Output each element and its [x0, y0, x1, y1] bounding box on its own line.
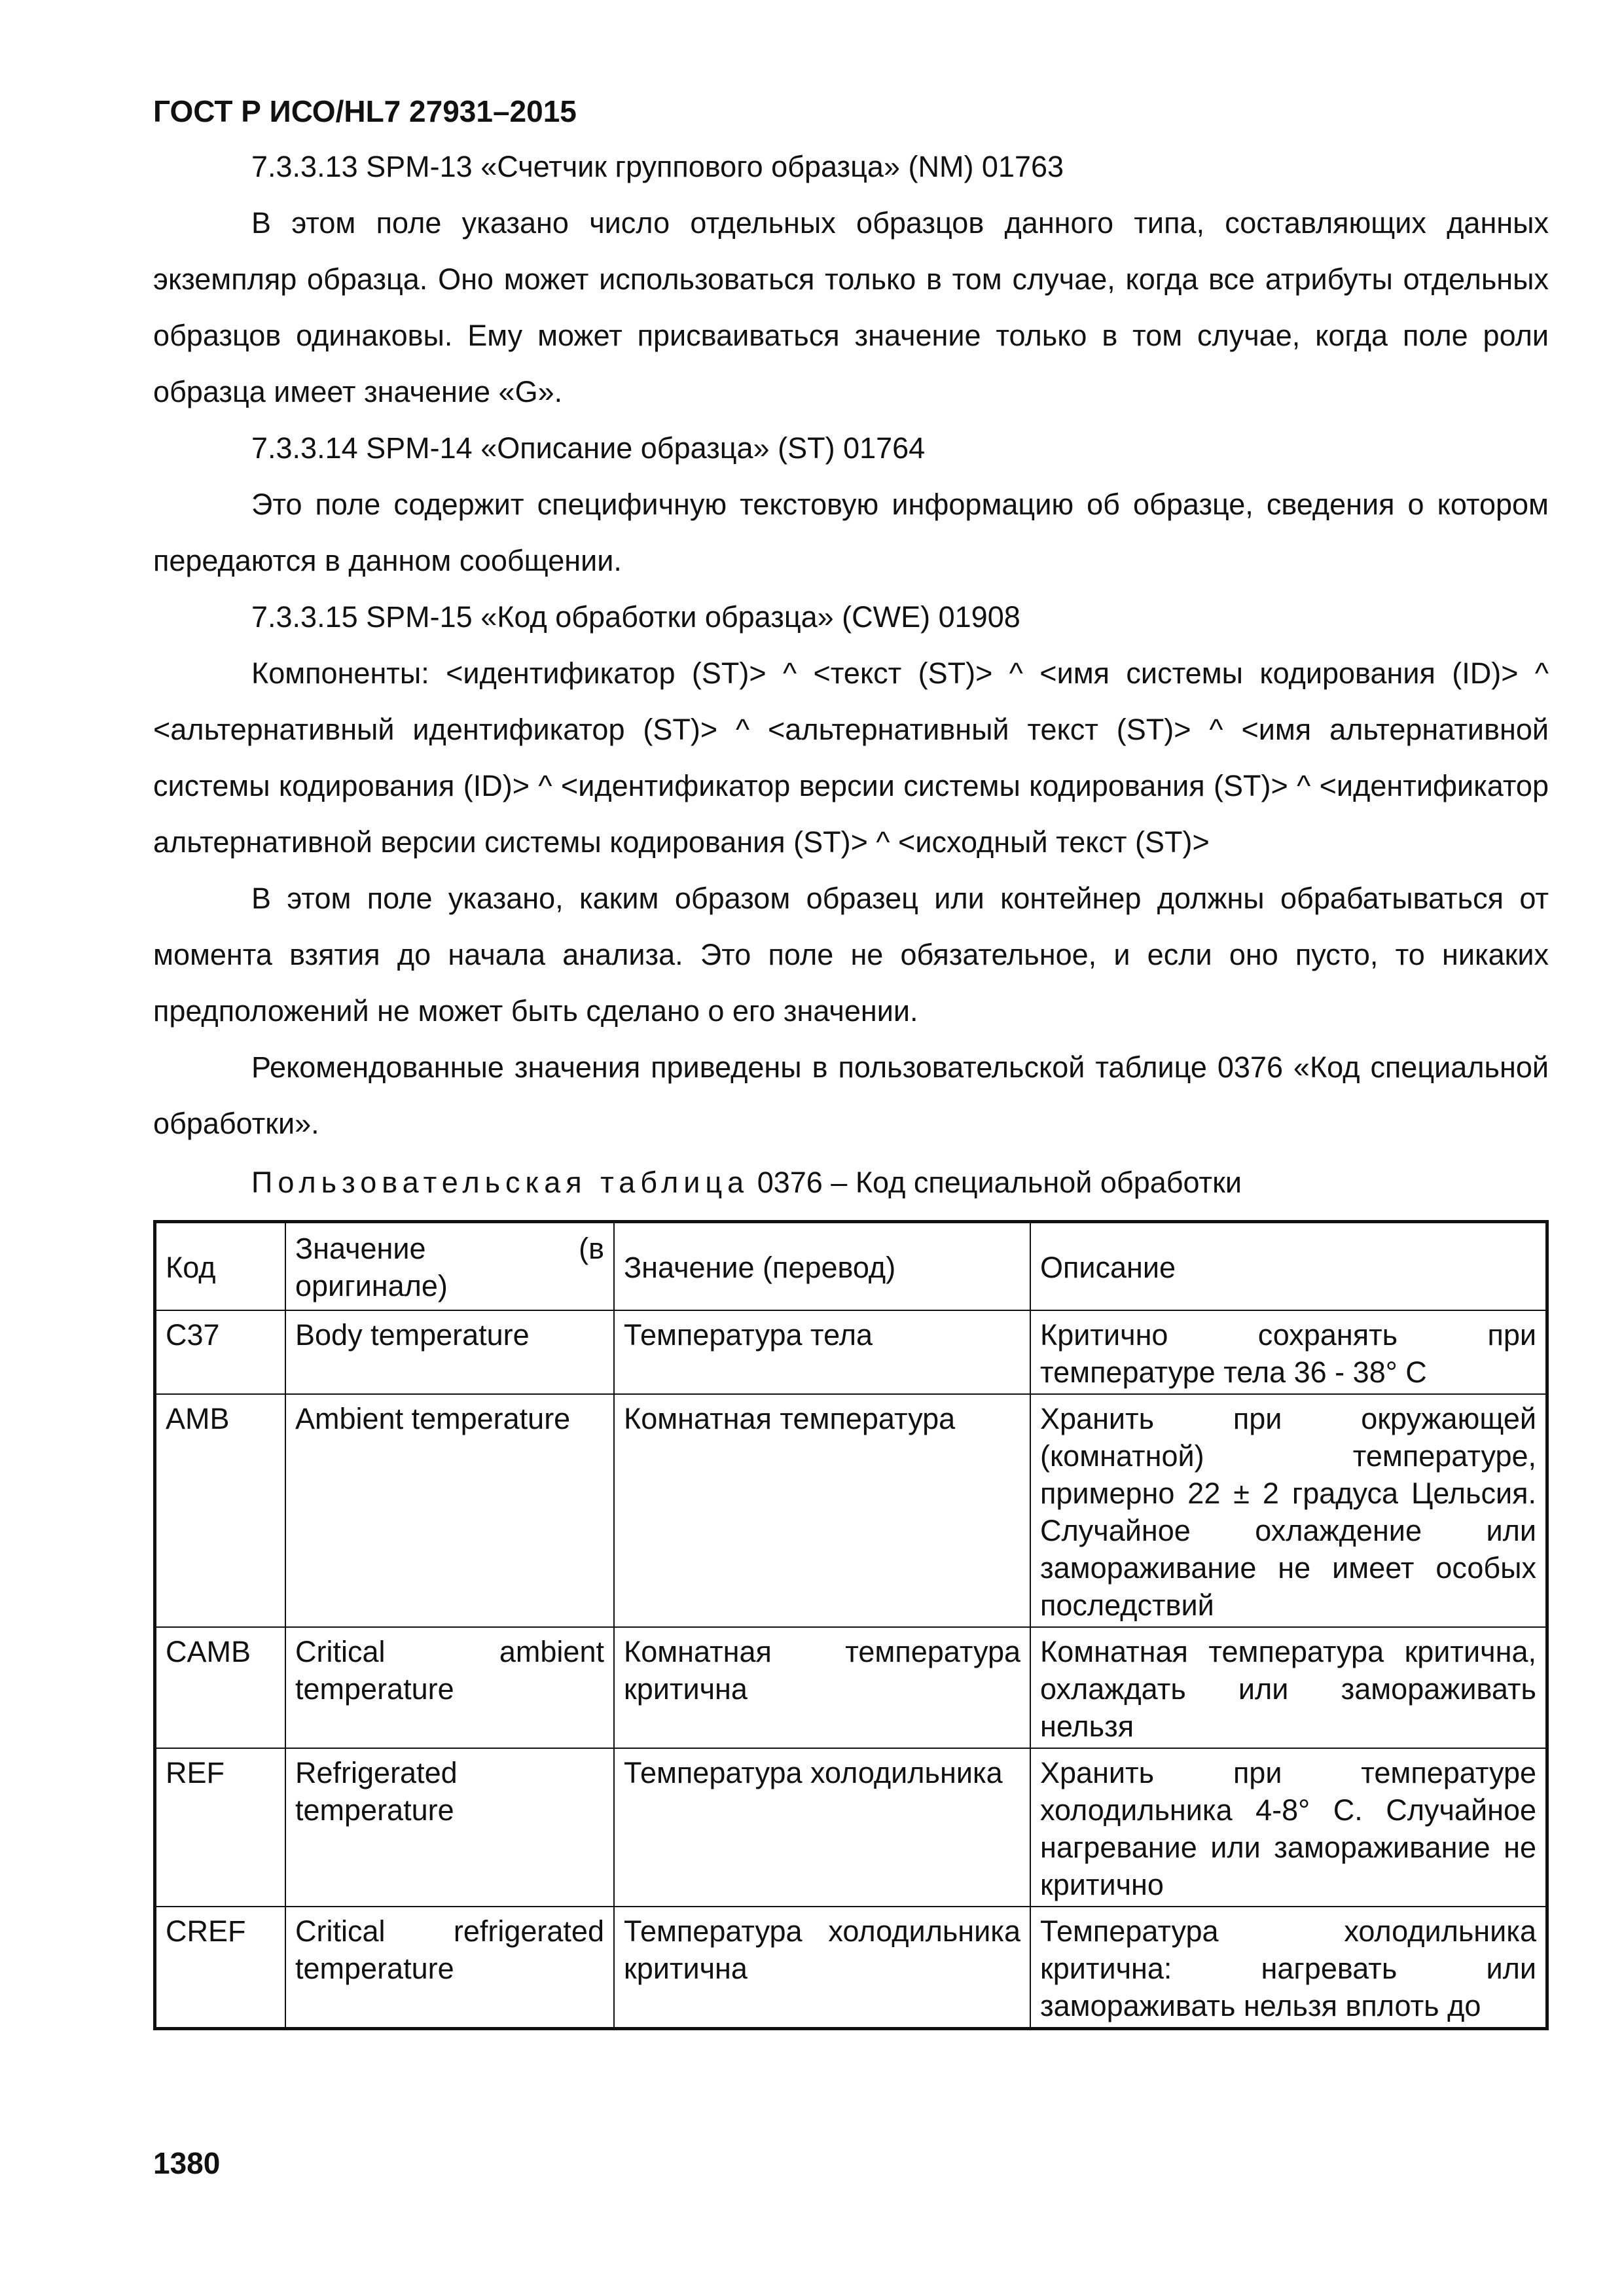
cell-description: Комнатная температура критична, охлаждать или замораживать нельзя	[1030, 1627, 1547, 1748]
cell-code: CAMB	[155, 1627, 286, 1748]
standard-header: ГОСТ Р ИСО/HL7 27931–2015	[153, 94, 577, 128]
cell-code: CREF	[155, 1907, 286, 2029]
header-cell-code: Код	[155, 1222, 286, 1311]
table-header-row	[155, 1222, 1547, 1311]
cell-description: Критично сохранять при температуре тела 36 - 38° C	[1030, 1310, 1547, 1394]
cell-code: REF	[155, 1748, 286, 1907]
cell-code: AMB	[155, 1394, 286, 1627]
header-cell-description: Описание	[1030, 1222, 1547, 1311]
table-row	[155, 1907, 1547, 2029]
table-caption-label: Пользовательская таблица	[251, 1166, 749, 1199]
cell-original: Refrigerated temperature	[285, 1748, 614, 1907]
cell-code: C37	[155, 1310, 286, 1394]
user-table-0376	[153, 1220, 1549, 2030]
cell-translation: Температура холодильника	[614, 1748, 1030, 1907]
table-caption-title: 0376 – Код специальной обработки	[757, 1166, 1242, 1199]
table-caption	[153, 1155, 1549, 1211]
cell-description: Хранить при окружающей (комнатной) температуре, примерно 22 ± 2 градуса Цельсия. Случайное охлаждение или замораживание не имеет особых последствий	[1030, 1394, 1547, 1627]
document-page	[153, 92, 1549, 2030]
cell-translation: Температура холодильника критична	[614, 1907, 1030, 2029]
cell-original: Ambient temperature	[285, 1394, 614, 1627]
cell-translation: Температура тела	[614, 1310, 1030, 1394]
section-heading-spm14: 7.3.3.14 SPM-14 «Описание образца» (ST) 01764	[251, 431, 926, 465]
header-cell-original: Значение (в оригинале)	[285, 1222, 614, 1311]
page-number: 1380	[153, 2146, 221, 2180]
paragraph-spm14: Это поле содержит специфичную текстовую информацию об образце, сведения о котором передаются в данном сообщении.	[153, 488, 1549, 577]
cell-translation: Комнатная температура критична	[614, 1627, 1030, 1748]
section-heading-spm13: 7.3.3.13 SPM-13 «Счетчик группового образца» (NM) 01763	[251, 150, 1064, 183]
paragraph-spm13: В этом поле указано число отдельных образцов данного типа, составляющих данных экземпляр образца. Оно может использоваться только в том случае, когда все атрибуты отдельных образцов одинаковы. Ему может присваиваться значение только в том случае, когда поле роли образца имеет значение «G».	[153, 206, 1549, 408]
cell-original: Critical refrigerated temperature	[285, 1907, 614, 2029]
table-row	[155, 1627, 1547, 1748]
cell-description: Хранить при температуре холодильника 4-8° C. Случайное нагревание или замораживание не критично	[1030, 1748, 1547, 1907]
table-row	[155, 1310, 1547, 1394]
paragraph-spm15-components: Компоненты: <идентификатор (ST)> ^ <текст (ST)> ^ <имя системы кодирования (ID)> ^ <альтернативный идентификатор (ST)> ^ <альтернативный текст (ST)> ^ <имя альтернативной системы кодирования (ID)> ^ <идентификатор версии системы кодирования (ST)> ^ <идентификатор альтернативной версии системы кодирования (ST)> ^ <исходный текст (ST)>	[153, 656, 1549, 859]
table-row	[155, 1748, 1547, 1907]
table-row	[155, 1394, 1547, 1627]
section-heading-spm15: 7.3.3.15 SPM-15 «Код обработки образца» (CWE) 01908	[251, 600, 1020, 634]
cell-translation: Комнатная температура	[614, 1394, 1030, 1627]
paragraph-spm15-recommended: Рекомендованные значения приведены в пользовательской таблице 0376 «Код специальной обработки».	[153, 1050, 1549, 1140]
cell-description: Температура холодильника критична: нагревать или замораживать нельзя вплоть до	[1030, 1907, 1547, 2029]
header-cell-translation: Значение (перевод)	[614, 1222, 1030, 1311]
paragraph-spm15-description: В этом поле указано, каким образом образец или контейнер должны обрабатываться от момента взятия до начала анализа. Это поле не обязательное, и если оно пусто, то никаких предположений не может быть сделано о его значении.	[153, 882, 1549, 1028]
cell-original: Body temperature	[285, 1310, 614, 1394]
cell-original: Critical ambient temperature	[285, 1627, 614, 1748]
